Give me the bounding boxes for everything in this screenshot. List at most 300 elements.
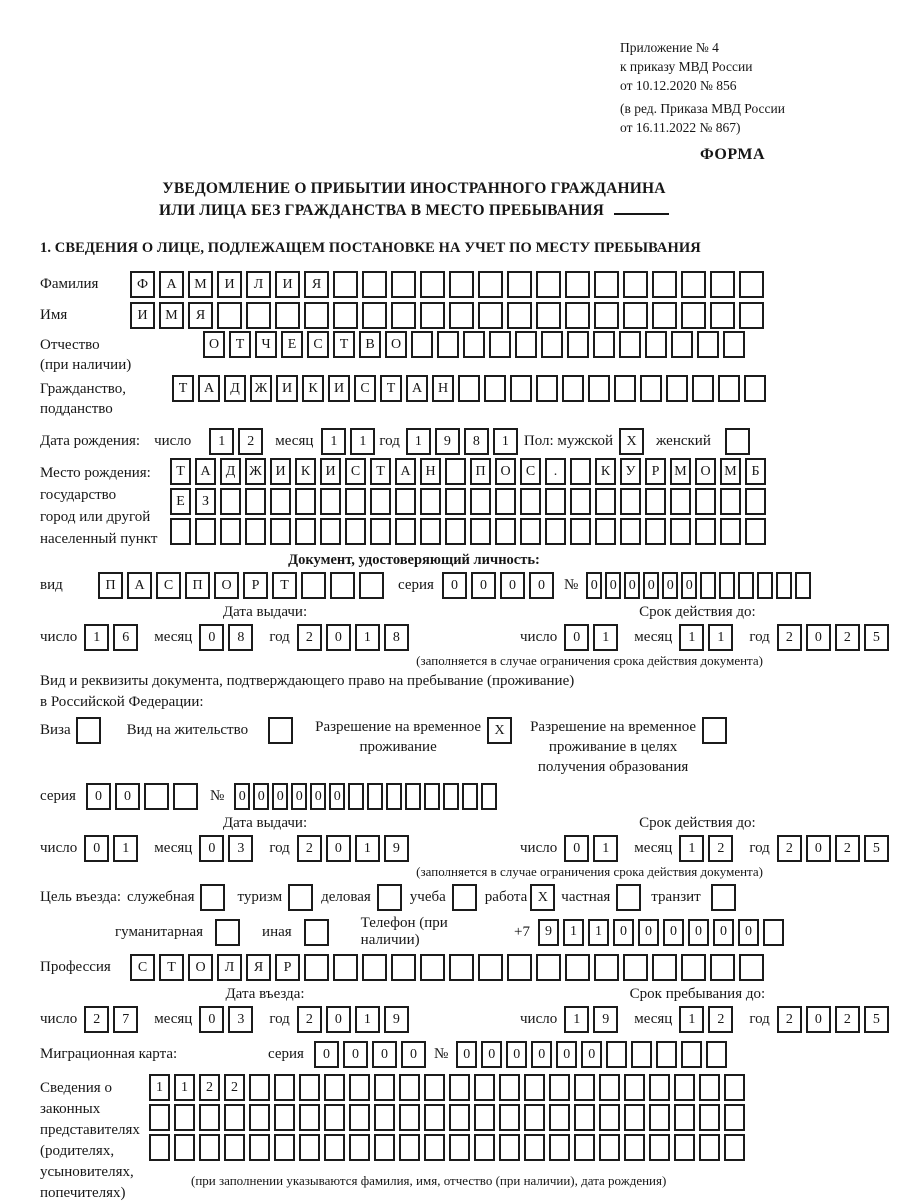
- profession-cell[interactable]: О: [188, 954, 213, 981]
- surname-cell[interactable]: Ф: [130, 271, 155, 298]
- birthplace-cell[interactable]: М: [670, 458, 691, 485]
- representatives-cell[interactable]: [549, 1074, 570, 1101]
- identity-issue-day-cell[interactable]: 1: [84, 624, 109, 651]
- migration-series-cell[interactable]: 0: [372, 1041, 397, 1068]
- birthplace-cell[interactable]: [495, 518, 516, 545]
- birthplace-cell[interactable]: Б: [745, 458, 766, 485]
- stay-day-cell[interactable]: 9: [593, 1006, 618, 1033]
- surname-cell[interactable]: [623, 271, 648, 298]
- residence-issue-year-cell[interactable]: 1: [355, 835, 380, 862]
- birthplace-cell[interactable]: А: [195, 458, 216, 485]
- residence-number-cell[interactable]: [462, 783, 478, 810]
- birthplace-cell[interactable]: И: [320, 458, 341, 485]
- representatives-cell[interactable]: [424, 1074, 445, 1101]
- identity-series-cell[interactable]: 0: [529, 572, 554, 599]
- surname-cell[interactable]: [739, 271, 764, 298]
- representatives-cell[interactable]: [599, 1074, 620, 1101]
- representatives-cell[interactable]: [349, 1074, 370, 1101]
- birthplace-cell[interactable]: [370, 488, 391, 515]
- residence-expiry-month-cell[interactable]: 2: [708, 835, 733, 862]
- birthdate-month-cell[interactable]: 1: [350, 428, 375, 455]
- surname-cell[interactable]: [391, 271, 416, 298]
- patronymic-cell[interactable]: Т: [229, 331, 251, 358]
- representatives-cell[interactable]: [624, 1074, 645, 1101]
- residence-number-cell[interactable]: 0: [234, 783, 250, 810]
- citizenship-cell[interactable]: [744, 375, 766, 402]
- representatives-cell[interactable]: [224, 1134, 245, 1161]
- profession-cell[interactable]: [623, 954, 648, 981]
- stay-day-cell[interactable]: 1: [564, 1006, 589, 1033]
- birthplace-cell[interactable]: [345, 518, 366, 545]
- birthplace-cell[interactable]: Р: [645, 458, 666, 485]
- firstname-cell[interactable]: [507, 302, 532, 329]
- birthplace-cell[interactable]: [395, 488, 416, 515]
- birthplace-cell[interactable]: Н: [420, 458, 441, 485]
- profession-cell[interactable]: [507, 954, 532, 981]
- birthplace-cell[interactable]: У: [620, 458, 641, 485]
- birthplace-cell[interactable]: С: [520, 458, 541, 485]
- entry-year-cell[interactable]: 0: [326, 1006, 351, 1033]
- birthplace-cell[interactable]: А: [395, 458, 416, 485]
- birthdate-day-cell[interactable]: 1: [209, 428, 234, 455]
- identity-number-cell[interactable]: [719, 572, 735, 599]
- birthplace-cell[interactable]: [470, 518, 491, 545]
- birthplace-cell[interactable]: Ж: [245, 458, 266, 485]
- identity-number-cell[interactable]: [738, 572, 754, 599]
- representatives-cell[interactable]: 1: [149, 1074, 170, 1101]
- profession-cell[interactable]: [478, 954, 503, 981]
- residence-issue-year-cell[interactable]: 9: [384, 835, 409, 862]
- identity-issue-year-cell[interactable]: 2: [297, 624, 322, 651]
- firstname-cell[interactable]: [391, 302, 416, 329]
- birthplace-cell[interactable]: [695, 518, 716, 545]
- identity-series-cell[interactable]: 0: [471, 572, 496, 599]
- profession-cell[interactable]: С: [130, 954, 155, 981]
- representatives-cell[interactable]: [274, 1104, 295, 1131]
- birthplace-cell[interactable]: [695, 488, 716, 515]
- stay-year-cell[interactable]: 2: [835, 1006, 860, 1033]
- residence-issue-year-cell[interactable]: 0: [326, 835, 351, 862]
- residence-series-cell[interactable]: 0: [115, 783, 140, 810]
- patronymic-cell[interactable]: Е: [281, 331, 303, 358]
- firstname-cell[interactable]: [304, 302, 329, 329]
- firstname-cell[interactable]: [536, 302, 561, 329]
- phone-digit-cell[interactable]: 0: [638, 919, 659, 946]
- migration-series-cell[interactable]: 0: [314, 1041, 339, 1068]
- identity-number-cell[interactable]: 0: [643, 572, 659, 599]
- identity-expiry-year-cell[interactable]: 5: [864, 624, 889, 651]
- identity-number-cell[interactable]: [795, 572, 811, 599]
- birthplace-cell[interactable]: [345, 488, 366, 515]
- citizenship-cell[interactable]: С: [354, 375, 376, 402]
- stay-year-cell[interactable]: 5: [864, 1006, 889, 1033]
- birthdate-year-cell[interactable]: 8: [464, 428, 489, 455]
- residence-number-cell[interactable]: 0: [272, 783, 288, 810]
- citizenship-cell[interactable]: Т: [380, 375, 402, 402]
- birthplace-cell[interactable]: Д: [220, 458, 241, 485]
- citizenship-cell[interactable]: А: [198, 375, 220, 402]
- birthplace-cell[interactable]: [670, 488, 691, 515]
- identity-kind-cell[interactable]: [359, 572, 384, 599]
- entry-year-cell[interactable]: 9: [384, 1006, 409, 1033]
- representatives-cell[interactable]: [299, 1074, 320, 1101]
- identity-expiry-month-cell[interactable]: 1: [679, 624, 704, 651]
- representatives-cell[interactable]: [649, 1104, 670, 1131]
- representatives-cell[interactable]: [299, 1134, 320, 1161]
- representatives-cell[interactable]: [424, 1134, 445, 1161]
- residence-series-cell[interactable]: [173, 783, 198, 810]
- birthdate-day-cell[interactable]: 2: [238, 428, 263, 455]
- purpose-other-checkbox[interactable]: [304, 919, 329, 946]
- residence-expiry-day-cell[interactable]: 1: [593, 835, 618, 862]
- citizenship-cell[interactable]: Ж: [250, 375, 272, 402]
- residence-number-cell[interactable]: [481, 783, 497, 810]
- birthplace-cell[interactable]: [270, 488, 291, 515]
- birthplace-cell[interactable]: [570, 488, 591, 515]
- firstname-cell[interactable]: И: [130, 302, 155, 329]
- birthplace-cell[interactable]: [295, 488, 316, 515]
- citizenship-cell[interactable]: Н: [432, 375, 454, 402]
- firstname-cell[interactable]: [275, 302, 300, 329]
- surname-cell[interactable]: Я: [304, 271, 329, 298]
- representatives-cell[interactable]: [474, 1134, 495, 1161]
- patronymic-cell[interactable]: [463, 331, 485, 358]
- purpose-official-checkbox[interactable]: [200, 884, 225, 911]
- representatives-cell[interactable]: [349, 1104, 370, 1131]
- residence-issue-year-cell[interactable]: 2: [297, 835, 322, 862]
- purpose-tourism-checkbox[interactable]: [288, 884, 313, 911]
- birthplace-cell[interactable]: Е: [170, 488, 191, 515]
- citizenship-cell[interactable]: [614, 375, 636, 402]
- migration-number-cell[interactable]: 0: [506, 1041, 527, 1068]
- representatives-cell[interactable]: 1: [174, 1074, 195, 1101]
- firstname-cell[interactable]: [739, 302, 764, 329]
- representatives-cell[interactable]: [474, 1074, 495, 1101]
- representatives-cell[interactable]: [299, 1104, 320, 1131]
- identity-kind-cell[interactable]: А: [127, 572, 152, 599]
- profession-cell[interactable]: [420, 954, 445, 981]
- stay-year-cell[interactable]: 0: [806, 1006, 831, 1033]
- birthplace-cell[interactable]: З: [195, 488, 216, 515]
- identity-issue-year-cell[interactable]: 8: [384, 624, 409, 651]
- identity-expiry-year-cell[interactable]: 2: [835, 624, 860, 651]
- surname-cell[interactable]: [536, 271, 561, 298]
- birthplace-cell[interactable]: [620, 518, 641, 545]
- representatives-cell[interactable]: [199, 1104, 220, 1131]
- citizenship-cell[interactable]: [666, 375, 688, 402]
- patronymic-cell[interactable]: [541, 331, 563, 358]
- citizenship-cell[interactable]: [510, 375, 532, 402]
- patronymic-cell[interactable]: Т: [333, 331, 355, 358]
- representatives-cell[interactable]: [199, 1134, 220, 1161]
- firstname-cell[interactable]: [246, 302, 271, 329]
- representatives-cell[interactable]: [549, 1104, 570, 1131]
- entry-day-cell[interactable]: 7: [113, 1006, 138, 1033]
- representatives-cell[interactable]: [399, 1074, 420, 1101]
- birthdate-year-cell[interactable]: 9: [435, 428, 460, 455]
- identity-number-cell[interactable]: 0: [624, 572, 640, 599]
- representatives-cell[interactable]: [724, 1104, 745, 1131]
- representatives-cell[interactable]: [649, 1074, 670, 1101]
- firstname-cell[interactable]: [217, 302, 242, 329]
- residence-expiry-year-cell[interactable]: 2: [777, 835, 802, 862]
- sex-female-checkbox[interactable]: [725, 428, 750, 455]
- phone-digit-cell[interactable]: 0: [713, 919, 734, 946]
- migration-number-cell[interactable]: [656, 1041, 677, 1068]
- migration-number-cell[interactable]: [606, 1041, 627, 1068]
- identity-series-cell[interactable]: 0: [442, 572, 467, 599]
- residence-number-cell[interactable]: 0: [310, 783, 326, 810]
- patronymic-cell[interactable]: С: [307, 331, 329, 358]
- patronymic-cell[interactable]: [593, 331, 615, 358]
- stay-month-cell[interactable]: 1: [679, 1006, 704, 1033]
- birthplace-cell[interactable]: [170, 518, 191, 545]
- representatives-cell[interactable]: [449, 1074, 470, 1101]
- surname-cell[interactable]: И: [275, 271, 300, 298]
- residence-expiry-year-cell[interactable]: 0: [806, 835, 831, 862]
- birthplace-cell[interactable]: [395, 518, 416, 545]
- profession-cell[interactable]: [391, 954, 416, 981]
- birthplace-cell[interactable]: [420, 488, 441, 515]
- birthplace-cell[interactable]: [270, 518, 291, 545]
- patronymic-cell[interactable]: [697, 331, 719, 358]
- identity-number-cell[interactable]: 0: [662, 572, 678, 599]
- purpose-business-checkbox[interactable]: [377, 884, 402, 911]
- residence-expiry-year-cell[interactable]: 5: [864, 835, 889, 862]
- representatives-cell[interactable]: [174, 1134, 195, 1161]
- representatives-cell[interactable]: [674, 1074, 695, 1101]
- entry-month-cell[interactable]: 0: [199, 1006, 224, 1033]
- representatives-cell[interactable]: [624, 1134, 645, 1161]
- representatives-cell[interactable]: [699, 1074, 720, 1101]
- birthplace-cell[interactable]: О: [495, 458, 516, 485]
- profession-cell[interactable]: [681, 954, 706, 981]
- patronymic-cell[interactable]: [671, 331, 693, 358]
- birthplace-cell[interactable]: [745, 488, 766, 515]
- profession-cell[interactable]: [536, 954, 561, 981]
- identity-number-cell[interactable]: 0: [605, 572, 621, 599]
- citizenship-cell[interactable]: [640, 375, 662, 402]
- representatives-cell[interactable]: 2: [224, 1074, 245, 1101]
- representatives-cell[interactable]: [474, 1104, 495, 1131]
- representatives-cell[interactable]: [574, 1074, 595, 1101]
- representatives-cell[interactable]: [724, 1134, 745, 1161]
- firstname-cell[interactable]: [710, 302, 735, 329]
- birthplace-cell[interactable]: .: [545, 458, 566, 485]
- firstname-cell[interactable]: [362, 302, 387, 329]
- birthplace-cell[interactable]: [445, 518, 466, 545]
- identity-issue-day-cell[interactable]: 6: [113, 624, 138, 651]
- representatives-cell[interactable]: [424, 1104, 445, 1131]
- profession-cell[interactable]: [362, 954, 387, 981]
- profession-cell[interactable]: [304, 954, 329, 981]
- representatives-cell[interactable]: [524, 1074, 545, 1101]
- firstname-cell[interactable]: [478, 302, 503, 329]
- birthplace-cell[interactable]: [320, 488, 341, 515]
- migration-number-cell[interactable]: 0: [481, 1041, 502, 1068]
- migration-number-cell[interactable]: 0: [531, 1041, 552, 1068]
- representatives-cell[interactable]: [724, 1074, 745, 1101]
- birthplace-cell[interactable]: К: [295, 458, 316, 485]
- profession-cell[interactable]: Т: [159, 954, 184, 981]
- birthplace-cell[interactable]: [245, 518, 266, 545]
- migration-series-cell[interactable]: 0: [343, 1041, 368, 1068]
- birthplace-cell[interactable]: [520, 518, 541, 545]
- residence-number-cell[interactable]: [405, 783, 421, 810]
- stay-year-cell[interactable]: 2: [777, 1006, 802, 1033]
- migration-number-cell[interactable]: 0: [581, 1041, 602, 1068]
- residence-series-cell[interactable]: 0: [86, 783, 111, 810]
- birthplace-cell[interactable]: [595, 488, 616, 515]
- birthplace-cell[interactable]: [720, 488, 741, 515]
- purpose-private-checkbox[interactable]: [616, 884, 641, 911]
- birthplace-cell[interactable]: [470, 488, 491, 515]
- citizenship-cell[interactable]: А: [406, 375, 428, 402]
- firstname-cell[interactable]: [333, 302, 358, 329]
- citizenship-cell[interactable]: И: [328, 375, 350, 402]
- patronymic-cell[interactable]: [437, 331, 459, 358]
- representatives-cell[interactable]: [149, 1104, 170, 1131]
- birthplace-cell[interactable]: П: [470, 458, 491, 485]
- surname-cell[interactable]: И: [217, 271, 242, 298]
- birthplace-cell[interactable]: К: [595, 458, 616, 485]
- birthdate-year-cell[interactable]: 1: [406, 428, 431, 455]
- representatives-cell[interactable]: [574, 1134, 595, 1161]
- birthplace-cell[interactable]: [295, 518, 316, 545]
- representatives-cell[interactable]: [699, 1134, 720, 1161]
- residence-number-cell[interactable]: [367, 783, 383, 810]
- identity-number-cell[interactable]: [757, 572, 773, 599]
- birthplace-cell[interactable]: Т: [370, 458, 391, 485]
- patronymic-cell[interactable]: [619, 331, 641, 358]
- migration-series-cell[interactable]: 0: [401, 1041, 426, 1068]
- entry-month-cell[interactable]: 3: [228, 1006, 253, 1033]
- identity-expiry-day-cell[interactable]: 0: [564, 624, 589, 651]
- sex-male-checkbox[interactable]: X: [619, 428, 644, 455]
- residence-number-cell[interactable]: 0: [291, 783, 307, 810]
- profession-cell[interactable]: [565, 954, 590, 981]
- birthplace-cell[interactable]: [420, 518, 441, 545]
- surname-cell[interactable]: Л: [246, 271, 271, 298]
- migration-number-cell[interactable]: 0: [556, 1041, 577, 1068]
- representatives-cell[interactable]: [599, 1134, 620, 1161]
- birthplace-cell[interactable]: М: [720, 458, 741, 485]
- surname-cell[interactable]: [681, 271, 706, 298]
- patronymic-cell[interactable]: [489, 331, 511, 358]
- birthplace-cell[interactable]: О: [695, 458, 716, 485]
- patronymic-cell[interactable]: О: [385, 331, 407, 358]
- phone-digit-cell[interactable]: 1: [563, 919, 584, 946]
- residence-issue-month-cell[interactable]: 3: [228, 835, 253, 862]
- identity-issue-month-cell[interactable]: 8: [228, 624, 253, 651]
- patronymic-cell[interactable]: В: [359, 331, 381, 358]
- entry-year-cell[interactable]: 1: [355, 1006, 380, 1033]
- identity-kind-cell[interactable]: П: [98, 572, 123, 599]
- birthplace-cell[interactable]: [570, 518, 591, 545]
- entry-day-cell[interactable]: 2: [84, 1006, 109, 1033]
- identity-kind-cell[interactable]: [301, 572, 326, 599]
- patronymic-cell[interactable]: [723, 331, 745, 358]
- residence-permit-checkbox[interactable]: [268, 717, 293, 744]
- surname-cell[interactable]: [449, 271, 474, 298]
- birthplace-cell[interactable]: [545, 488, 566, 515]
- residence-expiry-day-cell[interactable]: 0: [564, 835, 589, 862]
- representatives-cell[interactable]: [374, 1134, 395, 1161]
- representatives-cell[interactable]: [699, 1104, 720, 1131]
- surname-cell[interactable]: [333, 271, 358, 298]
- patronymic-cell[interactable]: [515, 331, 537, 358]
- surname-cell[interactable]: [710, 271, 735, 298]
- temp-residence-checkbox[interactable]: X: [487, 717, 512, 744]
- profession-cell[interactable]: Л: [217, 954, 242, 981]
- identity-number-cell[interactable]: [700, 572, 716, 599]
- residence-issue-day-cell[interactable]: 0: [84, 835, 109, 862]
- phone-digit-cell[interactable]: 0: [613, 919, 634, 946]
- birthplace-cell[interactable]: И: [270, 458, 291, 485]
- representatives-cell[interactable]: [324, 1134, 345, 1161]
- representatives-cell[interactable]: [674, 1134, 695, 1161]
- representatives-cell[interactable]: [499, 1074, 520, 1101]
- representatives-cell[interactable]: [449, 1134, 470, 1161]
- firstname-cell[interactable]: [594, 302, 619, 329]
- identity-number-cell[interactable]: [776, 572, 792, 599]
- identity-expiry-year-cell[interactable]: 2: [777, 624, 802, 651]
- birthplace-cell[interactable]: [545, 518, 566, 545]
- migration-number-cell[interactable]: [706, 1041, 727, 1068]
- residence-number-cell[interactable]: [424, 783, 440, 810]
- representatives-cell[interactable]: [174, 1104, 195, 1131]
- representatives-cell[interactable]: [549, 1134, 570, 1161]
- representatives-cell[interactable]: [274, 1134, 295, 1161]
- representatives-cell[interactable]: [649, 1134, 670, 1161]
- birthplace-cell[interactable]: [520, 488, 541, 515]
- surname-cell[interactable]: [652, 271, 677, 298]
- surname-cell[interactable]: [478, 271, 503, 298]
- identity-expiry-year-cell[interactable]: 0: [806, 624, 831, 651]
- residence-number-cell[interactable]: [443, 783, 459, 810]
- profession-cell[interactable]: Я: [246, 954, 271, 981]
- birthplace-cell[interactable]: [495, 488, 516, 515]
- birthplace-cell[interactable]: [595, 518, 616, 545]
- birthplace-cell[interactable]: [720, 518, 741, 545]
- representatives-cell[interactable]: [249, 1134, 270, 1161]
- identity-kind-cell[interactable]: С: [156, 572, 181, 599]
- birthplace-cell[interactable]: [445, 488, 466, 515]
- birthplace-cell[interactable]: [320, 518, 341, 545]
- firstname-cell[interactable]: Я: [188, 302, 213, 329]
- patronymic-cell[interactable]: [567, 331, 589, 358]
- residence-number-cell[interactable]: 0: [329, 783, 345, 810]
- citizenship-cell[interactable]: [458, 375, 480, 402]
- phone-digit-cell[interactable]: 0: [688, 919, 709, 946]
- residence-expiry-month-cell[interactable]: 1: [679, 835, 704, 862]
- birthdate-month-cell[interactable]: 1: [321, 428, 346, 455]
- phone-digit-cell[interactable]: 0: [663, 919, 684, 946]
- surname-cell[interactable]: [507, 271, 532, 298]
- citizenship-cell[interactable]: [562, 375, 584, 402]
- patronymic-cell[interactable]: [411, 331, 433, 358]
- identity-kind-cell[interactable]: О: [214, 572, 239, 599]
- residence-series-cell[interactable]: [144, 783, 169, 810]
- representatives-cell[interactable]: [249, 1104, 270, 1131]
- representatives-cell[interactable]: [399, 1134, 420, 1161]
- profession-cell[interactable]: [594, 954, 619, 981]
- purpose-work-checkbox[interactable]: X: [530, 884, 555, 911]
- representatives-cell[interactable]: [449, 1104, 470, 1131]
- citizenship-cell[interactable]: К: [302, 375, 324, 402]
- profession-cell[interactable]: [449, 954, 474, 981]
- phone-digit-cell[interactable]: 0: [738, 919, 759, 946]
